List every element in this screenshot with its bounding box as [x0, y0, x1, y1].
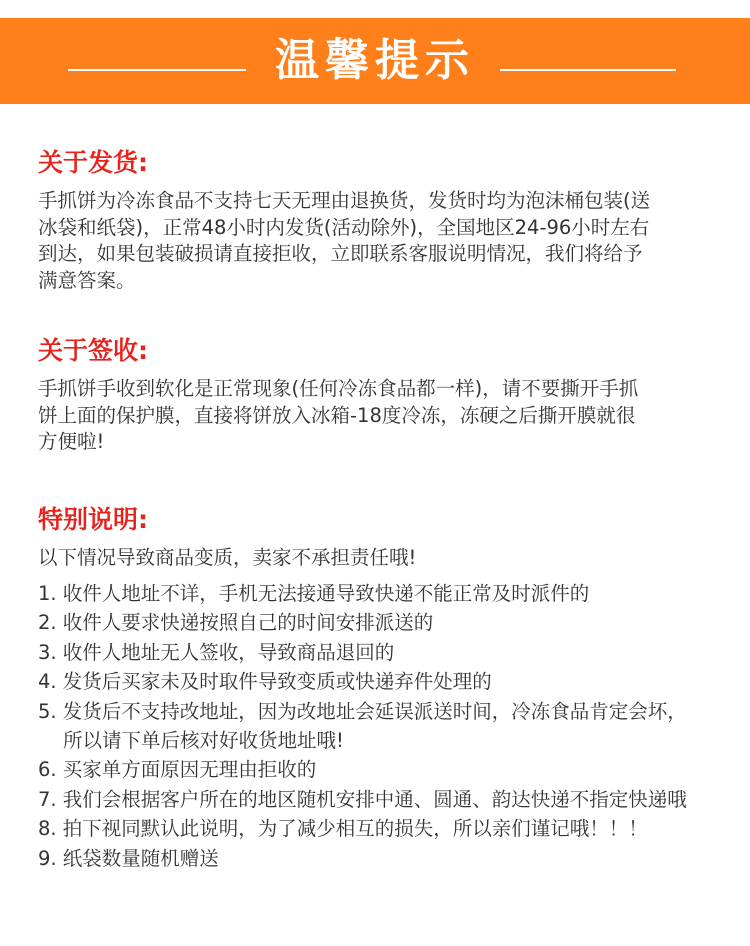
banner-divider-right — [500, 69, 676, 71]
list-item-continuation: 所以请下单后核对好收货地址哦! — [63, 729, 344, 753]
special-heading: 特别说明: — [38, 505, 148, 534]
shipping-line-4: 满意答案。 — [38, 268, 136, 292]
banner-divider-left — [68, 69, 246, 71]
special-intro: 以下情况导致商品变质，卖家不承担责任哦! — [38, 546, 417, 569]
shipping-line-3: 到达，如果包装破损请直接拒收，立即联系客服说明情况，我们将给予 — [38, 242, 643, 265]
shipping-line-2: 冰袋和纸袋)，正常48小时内发货(活动除外)，全国地区24-96小时左右 — [38, 215, 650, 239]
receipt-line-3: 方便啦! — [38, 430, 105, 453]
list-item: 9. 纸袋数量随机赠送 — [38, 846, 219, 870]
receipt-line-2: 饼上面的保护膜，直接将饼放入冰箱-18度冷冻，冻硬之后撕开膜就很 — [38, 403, 636, 427]
special-list — [38, 579, 738, 873]
list-item: 3. 收件人地址无人签收，导致商品退回的 — [38, 640, 395, 664]
list-item: 2. 收件人要求快递按照自己的时间安排派送的 — [38, 611, 434, 635]
list-item: 5. 发货后不支持改地址，因为改地址会延误派送时间，冷冻食品肯定会坏， — [38, 699, 687, 723]
list-item: 1. 收件人地址不详，手机无法接通导致快递不能正常及时派件的 — [38, 582, 590, 605]
list-item: 6. 买家单方面原因无理由拒收的 — [38, 758, 317, 782]
shipping-paragraph — [38, 188, 718, 294]
list-item: 4. 发货后买家未及时取件导致变质或快递弃件处理的 — [38, 670, 492, 694]
receipt-line-1: 手抓饼手收到软化是正常现象(任何冷冻食品都一样)，请不要撕开手抓 — [38, 377, 639, 400]
list-item: 8. 拍下视同默认此说明，为了减少相互的损失，所以亲们谨记哦！！！ — [38, 817, 648, 841]
receipt-paragraph — [38, 376, 718, 456]
shipping-heading: 关于发货: — [38, 148, 148, 177]
list-item: 7. 我们会根据客户所在的地区随机安排中通、圆通、韵达快递不指定快递哦 — [38, 787, 687, 811]
header-banner — [0, 18, 750, 104]
shipping-line-1: 手抓饼为冷冻食品不支持七天无理由退换货，发货时均为泡沫桶包装(送 — [38, 189, 651, 212]
receipt-heading: 关于签收: — [38, 336, 148, 365]
banner-title: 温馨提示 — [275, 35, 475, 86]
